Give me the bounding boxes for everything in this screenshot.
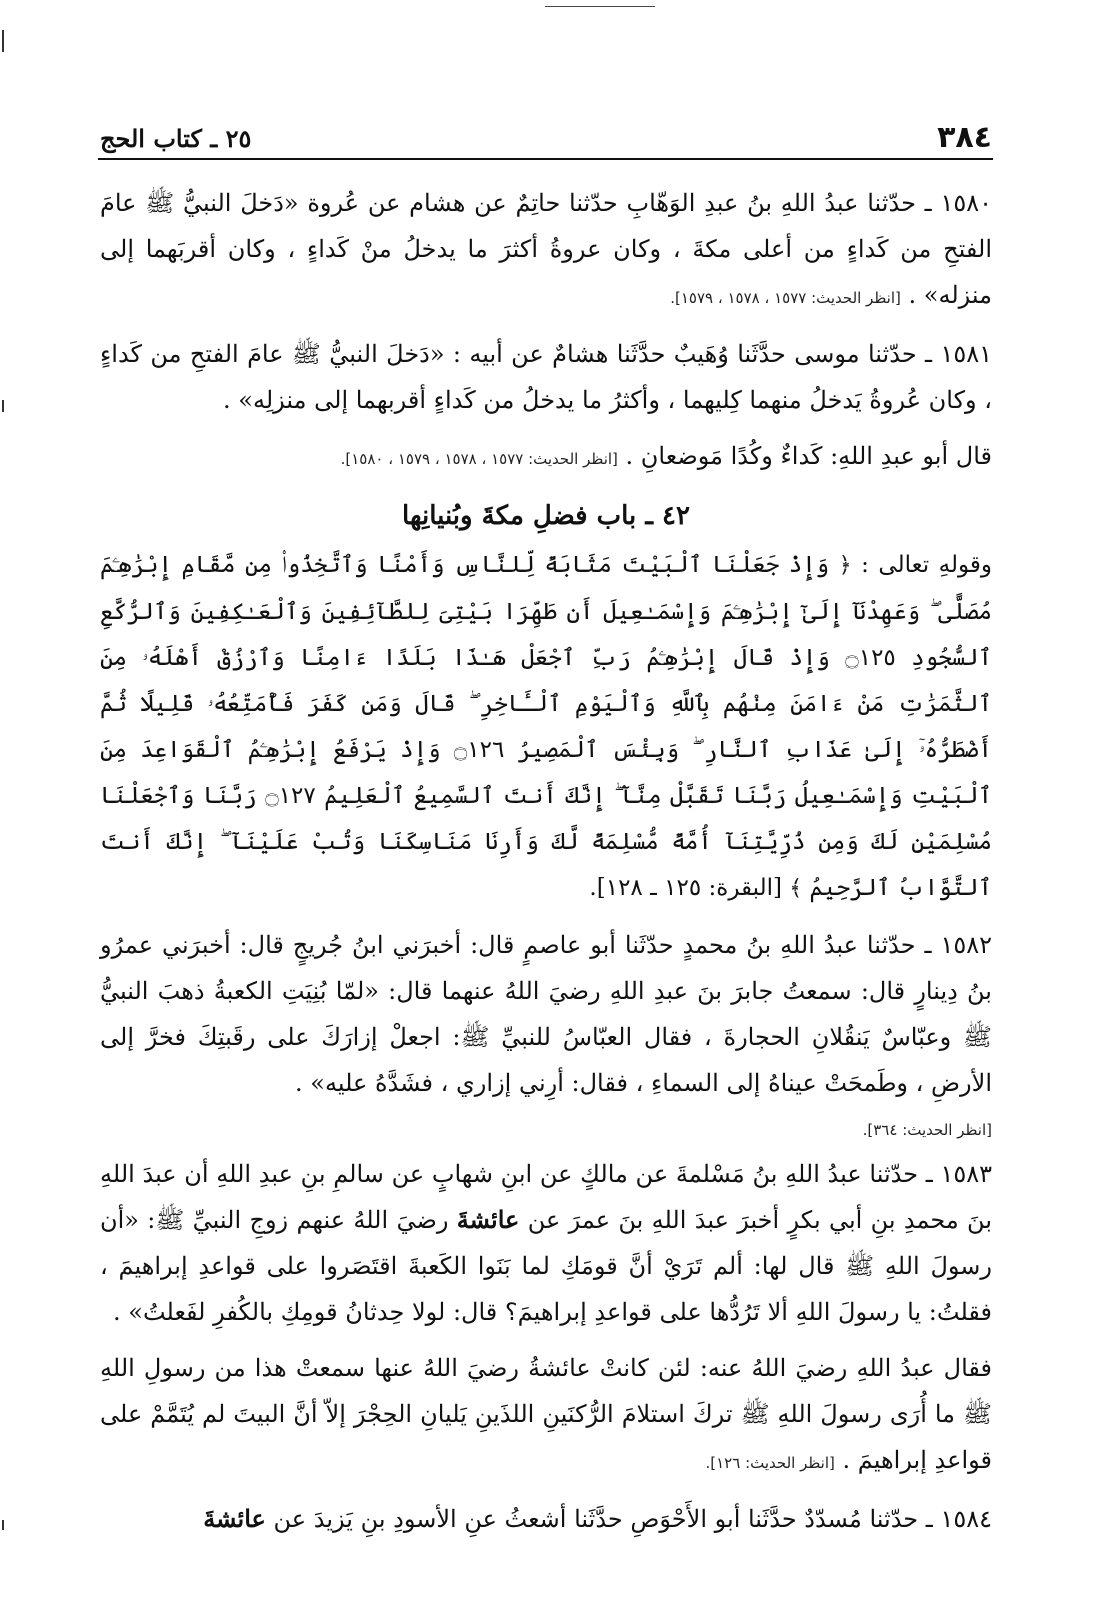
hadith-1580 <box>100 180 992 321</box>
top-scan-mark <box>545 6 655 7</box>
hadith-1581-text: ١٥٨١ ـ حدّثنا موسى حدَّثَنا وُهَيبٌ حدَّثَنا هشامٌ عن أبيه : «دَخلَ النبيُّ ﷺ عامَ الفتحِ من كَداءٍ ، وكان عُروةُ يَدخلُ منهما كِليهما ، وأكثرُ ما يدخلُ من كَداءٍ أقربهما إلى منزلِه» . <box>100 340 993 414</box>
hadith-1582-ref: [انظر الحديث: ٣٦٤]. <box>862 1121 992 1139</box>
page-header <box>100 112 992 156</box>
hadith-1584 <box>100 1496 992 1542</box>
hadith-1583-follow <box>100 1345 992 1486</box>
quran-open-bracket: ﴿ <box>838 553 852 578</box>
left-edge-mark <box>2 1520 4 1530</box>
hadith-1584-text: ١٥٨٤ ـ حدّثنا مُسدّدٌ حدَّثَنا أبو الأَحْوَصِ حدَّثَنا أشعثُ عنِ الأسودِ بنِ يَزيدَ عن <box>273 1505 992 1533</box>
quran-close-bracket: ﴾ <box>789 876 803 901</box>
hadith-1580-text: ١٥٨٠ ـ حدّثنا عبدُ اللهِ بنُ عبدِ الوَهّابِ حدّثنا حاتِمٌ عن هشام عن عُروة «دَخلَ النبيُّ ﷺ عامَ الفتحِ من كَداءٍ من أعلى مكةَ ، وكان عروةُ أكثرَ ما يدخلُ منْ كَداءٍ ، وكان أقربَهما إلى منزله» . <box>100 189 993 309</box>
quran-citation: [البقرة: ١٢٥ ـ ١٢٨]. <box>589 875 782 901</box>
section-title: ٤٢ ـ باب فضلِ مكةَ وبُنيانِها <box>402 501 690 531</box>
hadith-1580-ref: [انظر الحديث: ١٥٧٧ ، ١٥٧٨ ، ١٥٧٩]. <box>670 289 901 307</box>
hadith-1583 <box>100 1151 992 1335</box>
hadith-1583-ref: [انظر الحديث: ١٢٦]. <box>705 1454 835 1472</box>
left-edge-mark <box>2 30 4 52</box>
hadith-1581-note <box>100 433 992 482</box>
hadith-1581-note-text: قال أبو عبدِ اللهِ: كَداءٌ وكُدًا مَوضعانِ . <box>625 442 992 470</box>
hadith-1583-name: عائشةَ <box>456 1205 520 1234</box>
hadith-1582-ref-line <box>100 1112 992 1145</box>
hadith-1584-name: عائشةَ <box>203 1504 266 1533</box>
hadith-1581 <box>100 331 992 423</box>
quran-passage <box>100 542 992 912</box>
quran-intro: وقولهِ تعالى : <box>861 552 992 578</box>
hadith-1581-ref: [انظر الحديث: ١٥٧٧ ، ١٥٧٨ ، ١٥٧٩ ، ١٥٨٠]. <box>340 450 618 468</box>
chapter-title: ٢٥ ـ كتاب الحج <box>100 124 252 153</box>
header-rule <box>98 158 993 160</box>
hadith-1582-text: ١٥٨٢ ـ حدّثنا عبدُ اللهِ بنُ محمدٍ حدّثَنا أبو عاصمٍ قال: أخبرَني ابنُ جُريجٍ قال: أخبرَني عمرُو بنُ دِينارٍ قال: سمعتُ جابرَ بنَ عبدِ اللهِ رضيَ اللهُ عنهما قال: «لمّا بُنِيَتِ الكعبةُ ذهبَ النبيُّ ﷺ وعبّاسٌ يَنقُلانِ الحجارةَ ، فقال العبّاسُ للنبيِّ ﷺ: اجعلْ إزارَكَ على رقَبتِكَ فخرَّ إلى الأرضِ ، وطَمحَتْ عيناهُ إلى السماءِ ، فقال: أرِني إزاري ، فشَدَّهُ عليه» . <box>100 931 992 1097</box>
hadith-1583-text-a: ١٥٨٣ ـ حدّثنا عبدُ اللهِ بنُ مَسْلمةَ عن مالكٍ عن ابنِ شهابٍ عن سالمِ بنِ عبدِ اللهِ أن عبدَ اللهِ بنَ محمدِ بنِ أبي بكرٍ أخبرَ عبدَ اللهِ بنَ عمرَ عن <box>100 1160 993 1234</box>
hadith-1583-follow-text: فقال عبدُ اللهِ رضيَ اللهُ عنه: لئن كانتْ عائشةُ رضيَ اللهُ عنها سمعتْ هذا من رسولِ اللهِ ﷺ ما أُرَى رسولَ اللهِ ﷺ تركَ استلامَ الرُّكنَينِ اللذَينِ يَليانِ الحِجْرَ إلاّ أنَّ البيتَ لم يُتَمَّمْ على قواعدِ إبراهيمَ . <box>100 1354 992 1474</box>
quran-verse: وَإِذْ جَعَلْنَا ٱلْبَيْتَ مَثَابَةً لِّلنَّاسِ وَأَمْنًا وَٱتَّخِذُوا۟ مِن مَّقَامِ إِبْرَٰهِـۧمَ مُصَلًّى ۖ وَعَهِدْنَآ إِلَىٰٓ إِبْرَٰهِـۧمَ وَإِسْمَـٰعِيلَ أَن طَهِّرَا بَيْتِىَ لِلطَّآئِفِينَ وَٱلْعَـٰكِفِينَ وَٱلرُّكَّعِ ٱلسُّجُودِ ۝١٢٥ وَإِذْ قَالَ إِبْرَٰهِـۧمُ رَبِّ ٱجْعَلْ هَـٰذَا بَلَدًا ءَامِنًا وَٱرْزُقْ أَهْلَهُۥ مِنَ ٱلثَّمَرَٰتِ مَنْ ءَامَنَ مِنْهُم بِٱللَّهِ وَٱلْيَوْمِ ٱلْـَٔاخِرِ ۖ قَالَ وَمَن كَفَرَ فَأُمَتِّعُهُۥ قَلِيلًا ثُمَّ أَضْطَرُّهُۥٓ إِلَىٰ عَذَابِ ٱلنَّارِ ۖ وَبِئْسَ ٱلْمَصِيرُ ۝١٢٦ وَإِذْ يَرْفَعُ إِبْرَٰهِـۧمُ ٱلْقَوَاعِدَ مِنَ ٱلْبَيْتِ وَإِسْمَـٰعِيلُ رَبَّنَا تَقَبَّلْ مِنَّآ ۖ إِنَّكَ أَنتَ ٱلسَّمِيعُ ٱلْعَلِيمُ ۝١٢٧ رَبَّنَا وَٱجْعَلْنَا مُسْلِمَيْنِ لَكَ وَمِن ذُرِّيَّتِنَآ أُمَّةً مُّسْلِمَةً لَّكَ وَأَرِنَا مَنَاسِكَنَا وَتُبْ عَلَيْنَآ ۖ إِنَّكَ أَنتَ ٱلتَّوَّابُ ٱلرَّحِيمُ <box>100 552 993 901</box>
hadith-1583-text-b: رضيَ اللهُ عنهم زوجِ النبيِّ ﷺ: «أن رسولَ اللهِ ﷺ قال لها: ألم تَرَيْ أنَّ قومَكِ لما بَنَوا الكَعبةَ اقتَصَروا على قواعدِ إبراهيمَ ، فقلتُ: يا رسولَ اللهِ ألا تَرُدُّها على قواعدِ إبراهيمَ؟ قال: لولا حِدثانُ قومِكِ بالكُفرِ لفَعلتُ» . <box>100 1206 992 1326</box>
page-body <box>100 180 992 1552</box>
left-edge-mark <box>2 400 4 412</box>
page-number: ٣٨٤ <box>937 120 992 155</box>
hadith-1582 <box>100 922 992 1106</box>
